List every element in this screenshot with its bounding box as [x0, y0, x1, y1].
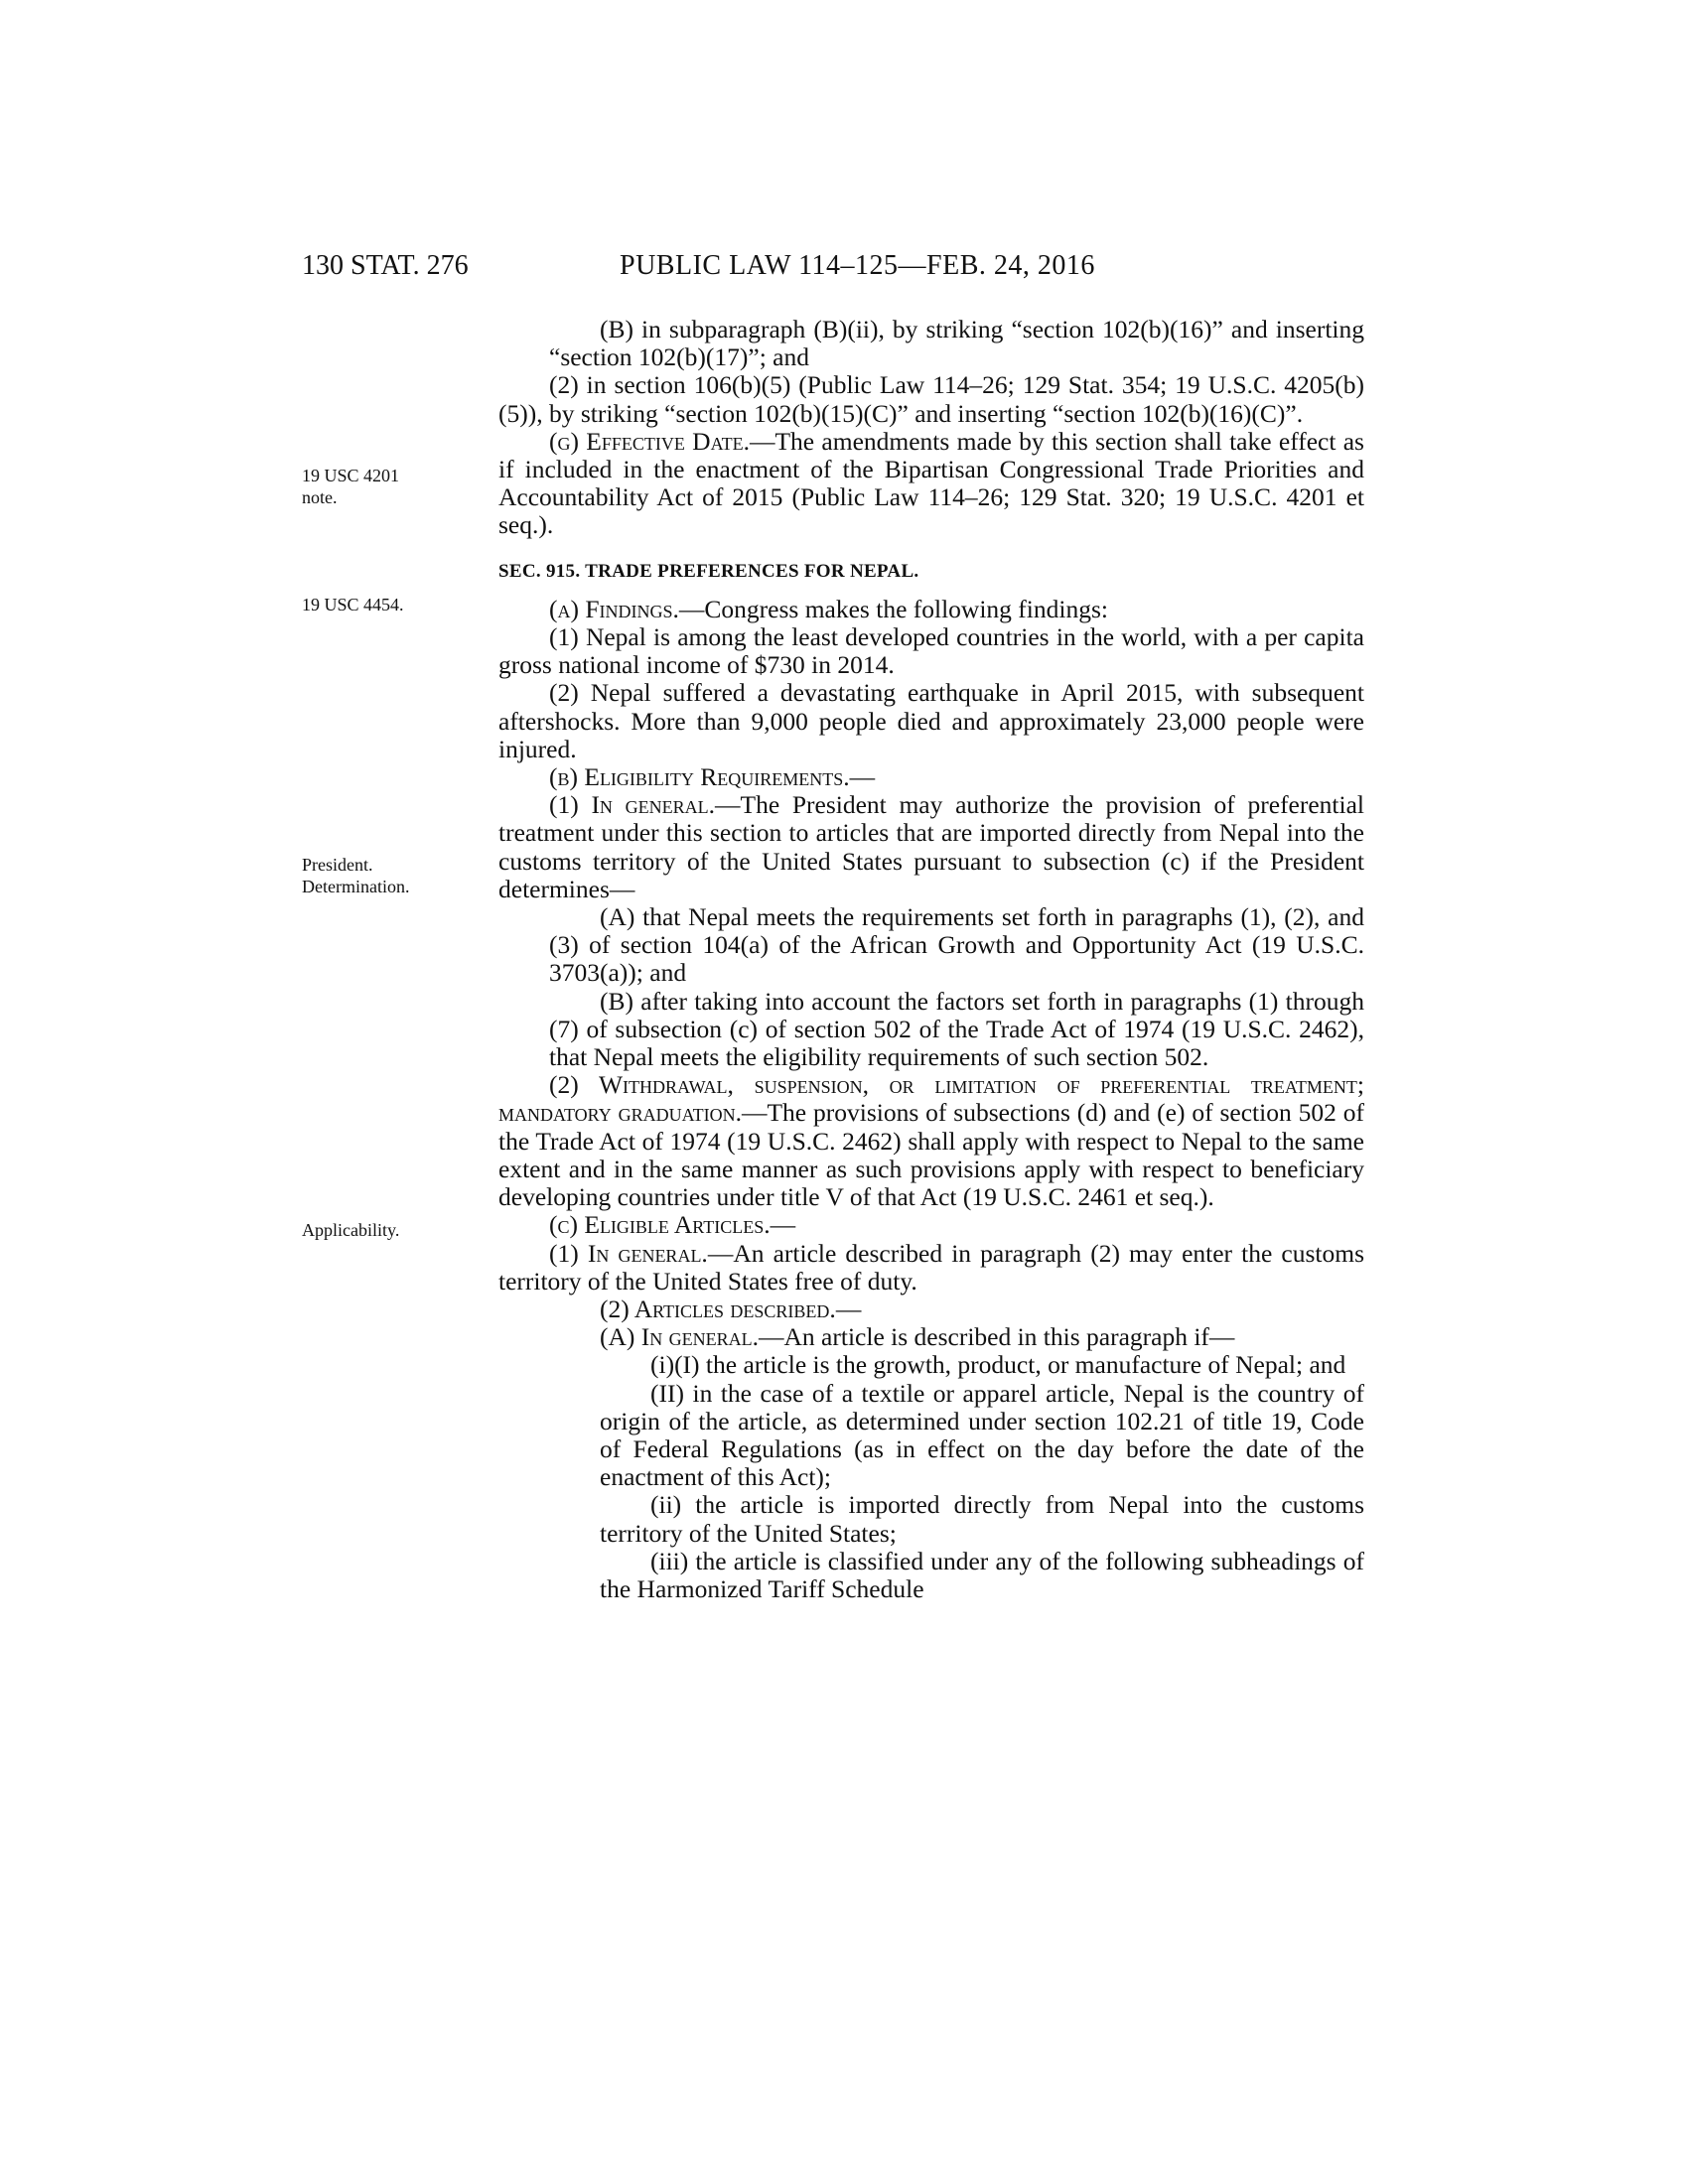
margin-note-usc-4201: [302, 465, 451, 508]
heading-in-general: (1) In general.: [549, 790, 716, 820]
paragraph-b1A: (A) that Nepal meets the requirements set forth in paragraphs (1), (2), and (3) of section 104(a) of the African Growth and Opportunity Act (19 U.S.C. 3703(a)); and: [549, 902, 1364, 988]
paragraph-c1: [498, 1240, 1364, 1296]
page-header: [302, 250, 1364, 290]
margin-note-usc-4454: 19 USC 4454.: [302, 595, 404, 614]
paragraph-b: [498, 763, 1364, 791]
section-title: SEC. 915. TRADE PREFERENCES FOR NEPAL.: [498, 560, 919, 582]
paragraph-2: (2) in section 106(b)(5) (Public Law 114–26; 129 Stat. 354; 19 U.S.C. 4205(b)(5)), by striking “section 102(b)(15)(C)” and inserting “section 102(b)(16)(C)”.: [498, 370, 1364, 428]
findings-text: —Congress makes the following findings:: [678, 594, 1108, 623]
eligibility-dash: —: [849, 762, 876, 792]
c1-text: —An article described in paragraph (2) may enter the customs territory of the United States free of duty.: [498, 1238, 1364, 1296]
paragraph-a1: (1) Nepal is among the least developed countries in the world, with a per capita gross national income of $730 in 2014.: [498, 622, 1364, 680]
paragraph-a: [498, 596, 1364, 623]
margin-note-applicability: Applicability.: [302, 1220, 400, 1240]
paragraph-ii: (ii) the article is imported directly from Nepal into the customs territory of the United States;: [600, 1490, 1364, 1548]
law-title: PUBLIC LAW 114–125—FEB. 24, 2016: [620, 250, 1095, 281]
paragraph-c2: [498, 1296, 1364, 1323]
heading-effective-date: (g) Effective Date.: [549, 426, 750, 456]
margin-note-president: [302, 854, 451, 897]
paragraph-c2A: [498, 1323, 1364, 1351]
heading-articles-described: (2) Articles described.: [600, 1294, 836, 1323]
paragraph-II: (II) in the case of a textile or apparel article, Nepal is the country of origin of the article, as determined under section 102.21 of title 19, Code of Federal Regulations (as in effect on the day before the date of the enactment of this Act);: [600, 1378, 1364, 1492]
margin-usc-4201-note: note.: [302, 487, 338, 507]
paragraph-iI: (i)(I) the article is the growth, product, or manufacture of Nepal; and: [650, 1350, 1346, 1380]
paragraph-a2: (2) Nepal suffered a devastating earthquake in April 2015, with subsequent aftershocks. More than 9,000 people died and approximately 23,000 people were injured.: [498, 678, 1364, 763]
margin-usc-4201: 19 USC 4201: [302, 466, 400, 485]
document-body: [498, 316, 1364, 1603]
heading-findings: (a) Findings.: [549, 594, 679, 623]
heading-eligible-articles: (c) Eligible Articles.: [549, 1210, 771, 1240]
margin-determination: Determination.: [302, 877, 410, 896]
eligible-articles-dash: —: [770, 1210, 796, 1240]
paragraph-b2: [498, 1071, 1364, 1211]
effective-date-text: —The amendments made by this section shall take effect as if included in the enactment of the Bipartisan Congressional Trade Priorities and Accountability Act of 2015 (Public Law 114–26; 129 Stat. 320; 19 U.S.C. 4201 et seq.).: [498, 426, 1364, 540]
margin-president: President.: [302, 855, 373, 875]
b2-text: —The provisions of subsections (d) and (e) of section 502 of the Trade Act of 1974 (19 U.S.C. 2462) shall apply with respect to Nepal to the same extent and in the same manner as such provisions apply with respect to beneficiary developing countries under title V of that Act (19 U.S.C. 2461 et seq.).: [498, 1098, 1364, 1212]
paragraph-b1B: (B) after taking into account the factors set forth in paragraphs (1) through (7) of subsection (c) of section 502 of the Trade Act of 1974 (19 U.S.C. 2462), that Nepal meets the eligibility requirements of such section 502.: [549, 986, 1364, 1072]
articles-described-dash: —: [835, 1294, 862, 1323]
heading-withdrawal: (2) Withdrawal, suspension, or limitation of preferential treatment; mandatory graduation.: [498, 1070, 1364, 1128]
heading-in-general-c2A: (A) In general.: [600, 1322, 760, 1352]
b1-text: —The President may authorize the provision of preferential treatment under this section to articles that are imported directly from Nepal into the customs territory of the United States pursuant to subsection (c) if the President determines—: [498, 790, 1365, 903]
c2A-text: —An article is described in this paragraph if—: [759, 1322, 1235, 1352]
heading-in-general-c1: (1) In general.: [549, 1238, 708, 1268]
paragraph-b1: [498, 791, 1364, 903]
paragraph-c: [498, 1211, 1364, 1239]
paragraph-iii: (iii) the article is classified under any of the following subheadings of the Harmonized Tariff Schedule: [600, 1546, 1364, 1603]
paragraph-g: [498, 428, 1364, 540]
stat-page-number: 130 STAT. 276: [302, 250, 469, 281]
heading-eligibility-requirements: (b) Eligibility Requirements.: [549, 762, 850, 792]
paragraph-1B: (B) in subparagraph (B)(ii), by striking “section 102(b)(16)” and inserting “section 102(b)(17)”; and: [549, 315, 1364, 372]
